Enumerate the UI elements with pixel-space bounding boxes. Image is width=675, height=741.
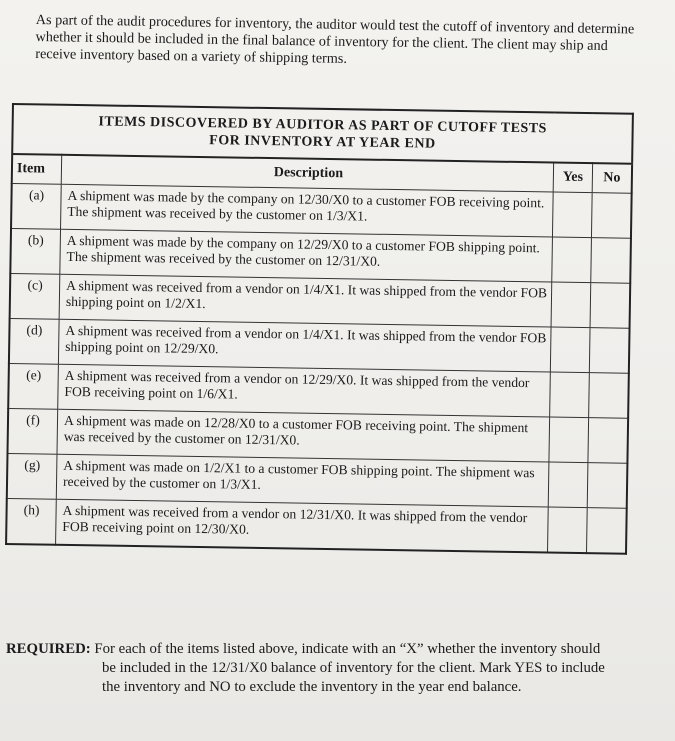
row-item-label: (a) (11, 184, 61, 230)
header-no: No (592, 163, 632, 193)
row-item-label: (f) (7, 408, 57, 454)
header-description: Description (61, 155, 553, 192)
table-row (6, 498, 627, 553)
row-no-cell[interactable] (590, 283, 630, 329)
cutoff-tests-table (5, 103, 634, 555)
row-item-label: (g) (7, 453, 57, 499)
row-description: A shipment was received from a vendor on 1/4/X1. It was shipped from the vendor FOB shipping point on 12/29/X0. (58, 319, 551, 372)
row-description: A shipment was made by the company on 12/29/X0 to a customer FOB shipping point. The shipment was received by the customer on 12/31/X0. (60, 229, 553, 282)
required-line1: For each of the items listed above, indicate with an “X” whether the inventory should (94, 641, 601, 657)
required-line2: be included in the 12/31/X0 balance of inventory for the client. Mark YES to include (102, 660, 605, 676)
table-title-line2: FOR INVENTORY AT YEAR END (209, 133, 436, 152)
row-yes-cell[interactable] (548, 507, 588, 553)
row-yes-cell[interactable] (551, 282, 591, 328)
row-yes-cell[interactable] (550, 372, 590, 418)
intro-paragraph: As part of the audit procedures for inventory, the auditor would test the cutoff of inventory and determine whether it should be included in the final balance of inventory for the client. The client may ship and receive inventory based on a variety of shipping terms. (35, 12, 635, 67)
row-item-label: (e) (8, 363, 58, 409)
row-description: A shipment was received from a vendor on 1/4/X1. It was shipped from the vendor FOB shipping point on 1/2/X1. (59, 274, 552, 327)
row-item-label: (d) (9, 318, 59, 364)
row-yes-cell[interactable] (548, 462, 588, 508)
row-yes-cell[interactable] (550, 327, 590, 373)
row-no-cell[interactable] (589, 373, 629, 419)
row-item-label: (c) (10, 273, 60, 319)
row-yes-cell[interactable] (552, 192, 592, 238)
row-description: A shipment was made by the company on 12/30/X0 to a customer FOB receiving point. The shipment was received by the customer on 1/3/X1. (61, 184, 554, 237)
row-yes-cell[interactable] (549, 417, 589, 463)
row-yes-cell[interactable] (552, 237, 592, 283)
cutoff-tests-table-wrapper (5, 103, 642, 555)
row-description: A shipment was received from a vendor on 12/31/X0. It was shipped from the vendor FOB receiving point on 12/30/X0. (56, 499, 549, 552)
required-instructions (6, 640, 662, 697)
row-no-cell[interactable] (591, 238, 631, 284)
row-description: A shipment was received from a vendor on 12/29/X0. It was shipped from the vendor FOB receiving point on 1/6/X1. (58, 364, 551, 417)
row-item-label: (h) (6, 498, 56, 544)
required-label: REQUIRED: (6, 641, 91, 657)
row-description: A shipment was made on 1/2/X1 to a customer FOB shipping point. The shipment was received by the customer on 1/3/X1. (56, 454, 549, 507)
row-no-cell[interactable] (589, 328, 629, 374)
required-line3: the inventory and NO to exclude the inventory in the year end balance. (102, 679, 522, 695)
row-no-cell[interactable] (587, 508, 627, 554)
row-no-cell[interactable] (587, 463, 627, 509)
header-yes: Yes (553, 163, 592, 193)
row-item-label: (b) (10, 229, 60, 275)
row-no-cell[interactable] (591, 193, 631, 239)
row-no-cell[interactable] (588, 418, 628, 464)
header-item: Item (12, 154, 62, 184)
row-description: A shipment was made on 12/28/X0 to a customer FOB receiving point. The shipment was received by the customer on 12/31/X0. (57, 409, 550, 462)
table-title-line1: ITEMS DISCOVERED BY AUDITOR AS PART OF CUTOFF TESTS (98, 114, 548, 137)
